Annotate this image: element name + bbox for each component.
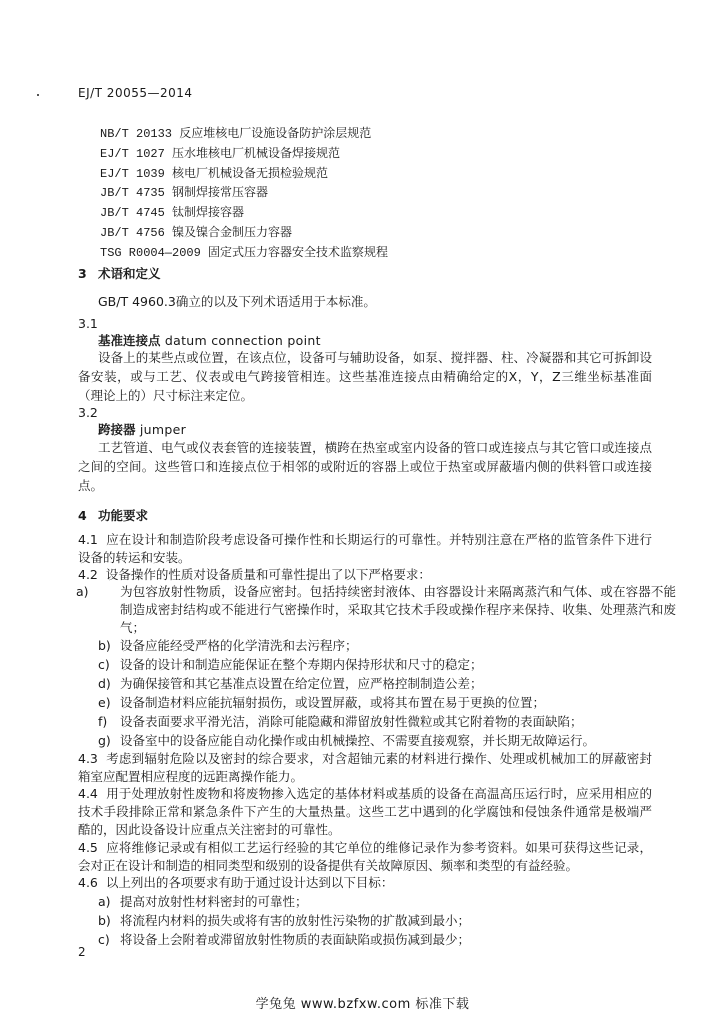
reference-item: NB/T 20133 反应堆核电厂设施设备防护涂层规范	[100, 127, 372, 141]
list-text: 提高对放射性材料密封的可靠性；	[120, 894, 308, 909]
list-label: d)	[98, 676, 111, 691]
list-text: 设备室中的设备应能自动化操作或由机械操控、不需要直接观察，并长期无故障运行。	[120, 733, 596, 748]
clause-4-5	[78, 839, 652, 875]
clause-4-6	[78, 874, 652, 892]
term-3-1-number: 3.1	[78, 316, 98, 331]
list-text: 为确保接管和其它基准点设置在给定位置，应严格控制制造公差；	[120, 676, 483, 691]
clause-text: 用于处理放射性废物和将废物掺入选定的基体材料或基质的设备在高温高压运行时，应采用相应的技术手段排除正常和紧急条件下产生的大量热量。这些工艺中遇到的化学腐蚀和侵蚀条件通常是极端严酷的，因此设备设计应重点关注密封的可靠性。	[78, 786, 652, 837]
standard-code-header: EJ/T 20055—2014	[78, 86, 193, 100]
list-item	[98, 732, 654, 750]
list-item	[98, 656, 654, 674]
term-cn: 基准连接点	[98, 333, 161, 348]
section-number: 4	[78, 508, 87, 523]
clause-number: 4.2	[78, 567, 98, 582]
list-text: 设备应能经受严格的化学清洗和去污程序；	[120, 638, 358, 653]
scan-speck	[37, 94, 39, 96]
clause-text: 设备操作的性质对设备质量和可靠性提出了以下严格要求：	[105, 567, 431, 582]
list-item	[98, 931, 654, 949]
section-title: 功能要求	[98, 508, 149, 523]
section-3-heading	[78, 265, 161, 283]
list-item	[98, 893, 654, 911]
term-en: datum connection point	[164, 333, 321, 348]
page-number: 2	[78, 945, 86, 959]
list-label: a)	[98, 894, 111, 909]
list-text: 为包容放射性物质，设备应密封。包括持续密封液体、由容器设计来隔离蒸汽和气体、或在容器不能制造成密封结构或不能进行气密操作时，采取其它技术手段或操作程序来保持、收集、处理蒸汽和废气；	[120, 584, 676, 635]
list-item	[98, 675, 654, 693]
list-text: 设备的设计和制造应能保证在整个寿期内保持形状和尺寸的稳定；	[120, 657, 483, 672]
clause-number: 4.1	[78, 532, 98, 547]
list-label: e)	[98, 695, 111, 710]
term-en: jumper	[139, 422, 187, 437]
reference-item: JB/T 4745 钛制焊接容器	[100, 206, 245, 221]
list-text: 设备表面要求平滑光洁，消除可能隐藏和滞留放射性微粒或其它附着物的表面缺陷；	[120, 714, 583, 729]
clause-text: 应将维修记录或有相似工艺运行经验的其它单位的维修记录作为参考资料。如果可获得这些记录，会对正在设计和制造的相同类型和级别的设备提供有关故障原因、频率和类型的有益经验。	[78, 840, 652, 873]
term-3-2-number: 3.2	[78, 405, 98, 420]
list-item	[98, 637, 654, 655]
list-item	[76, 583, 676, 637]
clause-4-1	[78, 531, 652, 567]
list-label: g)	[98, 733, 111, 748]
section-3-intro: GB/T 4960.3确立的以及下列术语适用于本标准。	[98, 294, 376, 309]
term-3-2-title	[98, 421, 186, 439]
reference-item: TSG R0004—2009 固定式压力容器安全技术监察规程	[100, 245, 389, 260]
reference-item: JB/T 4735 钢制焊接常压容器	[100, 186, 269, 201]
reference-item: JB/T 4756 镍及镍合金制压力容器	[100, 225, 293, 240]
reference-item: EJ/T 1027 压水堆核电厂机械设备焊接规范	[100, 146, 341, 161]
list-label: c)	[98, 932, 110, 947]
normative-references-list	[100, 125, 388, 264]
list-text: 将流程内材料的损失或将有害的放射性污染物的扩散减到最小；	[120, 913, 471, 928]
clause-text: 以上列出的各项要求有助于通过设计达到以下目标：	[105, 875, 394, 890]
clause-text: 考虑到辐射危险以及密封的综合要求，对含超铀元素的材料进行操作、处理或机械加工的屏蔽密封箱室应配置相应程度的远距离操作能力。	[78, 751, 652, 784]
list-label: a)	[76, 584, 89, 599]
term-3-2-definition: 工艺管道、电气或仪表套管的连接装置，横跨在热室或室内设备的管口或连接点与其它管口或连接点之间的空间。这些管口和连接点位于相邻的或附近的容器上或位于热室或屏蔽墙内侧的供料管口或连接点。	[78, 440, 652, 493]
term-3-1-definition: 设备上的某些点或位置，在该点位，设备可与辅助设备，如泵、搅拌器、柱、冷凝器和其它可拆卸设备安装，或与工艺、仪表或电气跨接管相连。这些基准连接点由精确给定的X，Y，Z三维坐标基准面（理论上的）尺寸标注来定位。	[78, 350, 652, 403]
section-number: 3	[78, 266, 87, 281]
section-title: 术语和定义	[98, 266, 161, 281]
list-label: c)	[98, 657, 110, 672]
clause-number: 4.4	[78, 786, 98, 801]
clause-text: 应在设计和制造阶段考虑设备可操作性和长期运行的可靠性。并特别注意在严格的监管条件下进行设备的转运和安装。	[78, 532, 652, 565]
clause-4-4	[78, 785, 652, 839]
term-cn: 跨接器	[98, 422, 136, 437]
clause-4-2	[78, 566, 652, 584]
list-label: b)	[98, 913, 111, 928]
reference-item: EJ/T 1039 核电厂机械设备无损检验规范	[100, 166, 329, 181]
list-item	[98, 694, 654, 712]
clause-number: 4.5	[78, 840, 98, 855]
clause-number: 4.3	[78, 751, 98, 766]
list-label: f)	[98, 714, 108, 729]
list-text: 设备制造材料应能抗辐射损伤，或设置屏蔽，或将其布置在易于更换的位置；	[120, 695, 546, 710]
section-4-heading	[78, 507, 148, 525]
list-item	[98, 713, 654, 731]
list-item	[98, 912, 654, 930]
clause-4-3	[78, 750, 652, 786]
list-label: b)	[98, 638, 111, 653]
clause-number: 4.6	[78, 875, 98, 890]
watermark-footer: 学兔兔 www.bzfxw.com 标准下载	[255, 997, 470, 1012]
list-text: 将设备上会附着或滞留放射性物质的表面缺陷或损伤减到最少；	[120, 932, 471, 947]
